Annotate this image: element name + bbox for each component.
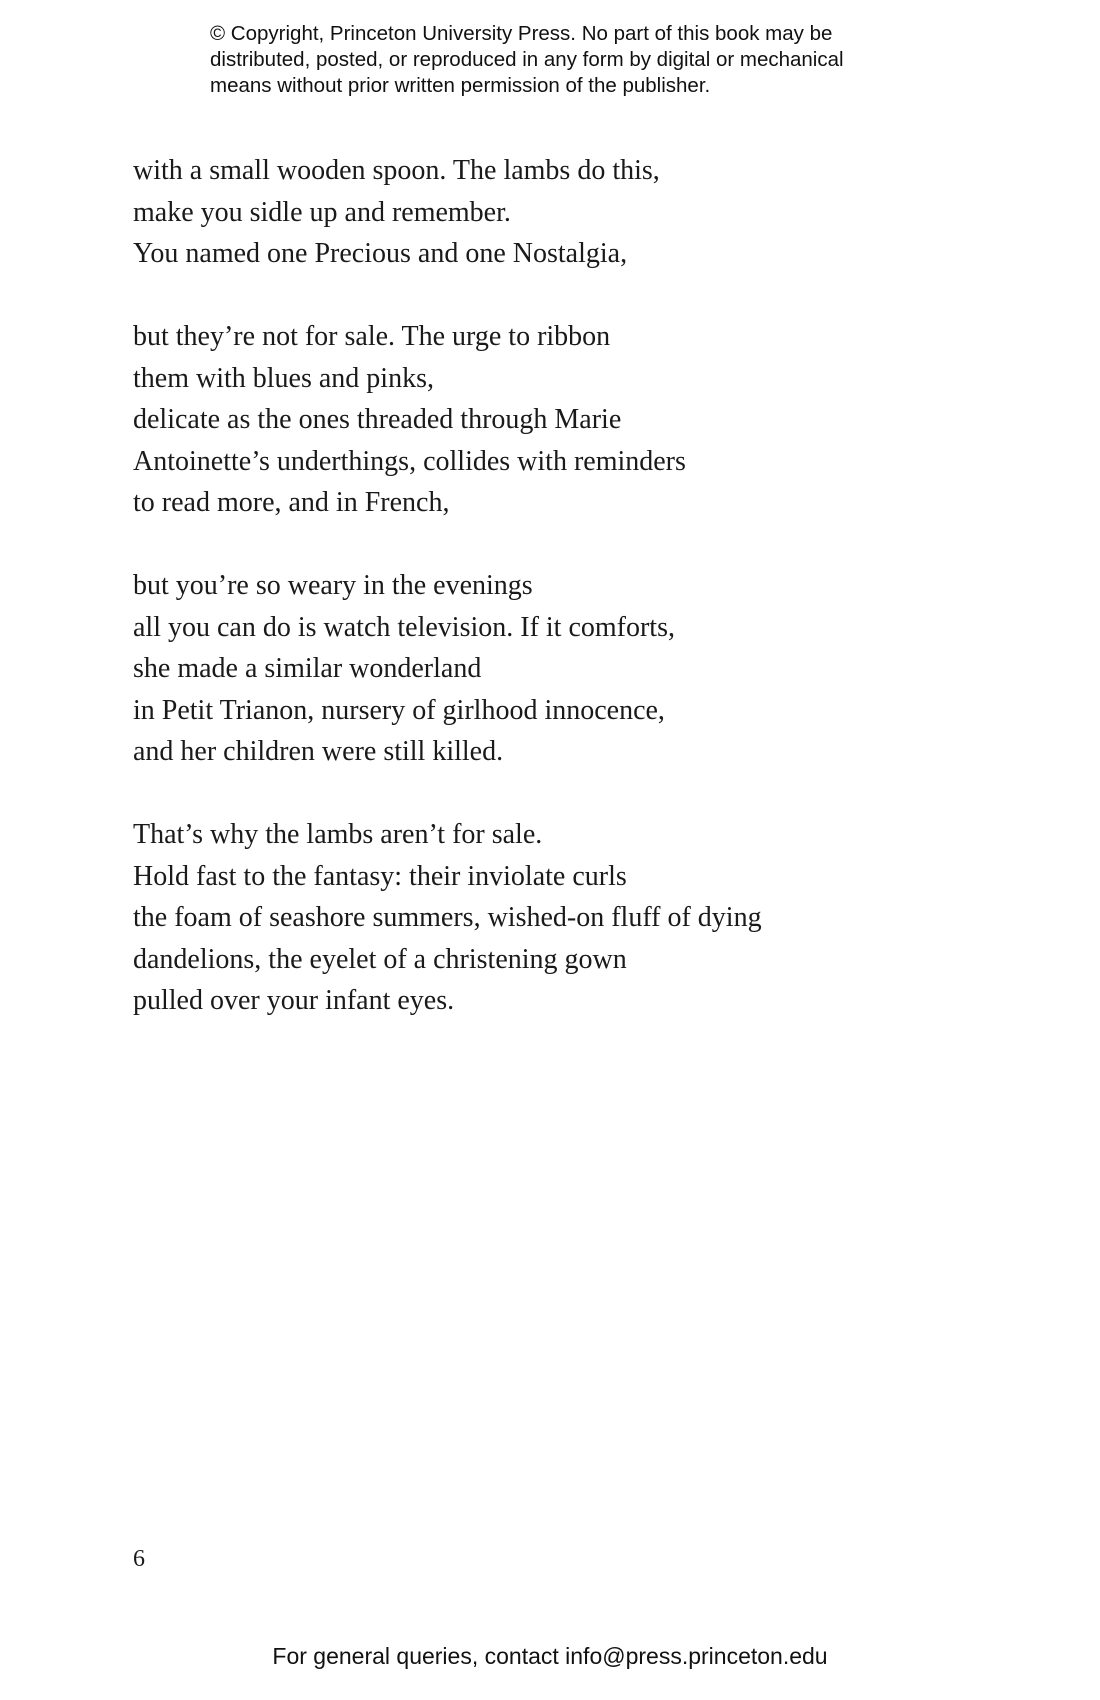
poem-line: pulled over your infant eyes.: [133, 985, 455, 1016]
poem-line: but they’re not for sale. The urge to ribbon: [133, 321, 611, 352]
poem-stanza: [133, 316, 953, 524]
poem-line: with a small wooden spoon. The lambs do this,: [133, 155, 660, 186]
poem-line: and her children were still killed.: [133, 736, 504, 767]
poem-line: but you’re so weary in the evenings: [133, 570, 533, 601]
copyright-line: © Copyright, Princeton University Press. No part of this book may be: [210, 22, 833, 45]
copyright-notice: [210, 21, 930, 99]
copyright-line: means without prior written permission of the publisher.: [210, 74, 711, 97]
copyright-line: distributed, posted, or reproduced in any form by digital or mechanical: [210, 48, 844, 71]
poem-line: Antoinette’s underthings, collides with reminders: [133, 445, 686, 477]
poem-line: delicate as the ones threaded through Marie: [133, 404, 622, 435]
page-number: 6: [133, 1546, 145, 1572]
poem-line: You named one Precious and one Nostalgia,: [133, 238, 628, 269]
poem-line: all you can do is watch television. If it comforts,: [133, 611, 675, 643]
poem-stanza: [133, 150, 953, 275]
poem-stanza: [133, 565, 953, 773]
footer-contact: For general queries, contact info@press.princeton.edu: [272, 1643, 828, 1669]
poem-line: Hold fast to the fantasy: their inviolate curls: [133, 860, 627, 892]
poem-line: dandelions, the eyelet of a christening gown: [133, 943, 627, 975]
poem-line: in Petit Trianon, nursery of girlhood innocence,: [133, 694, 665, 726]
poem-stanza: [133, 814, 953, 1022]
poem-line: them with blues and pinks,: [133, 362, 434, 394]
poem-line: to read more, and in French,: [133, 487, 450, 518]
poem-line: she made a similar wonderland: [133, 653, 482, 684]
poem-line: make you sidle up and remember.: [133, 196, 511, 228]
poem-line: the foam of seashore summers, wished-on fluff of dying: [133, 902, 762, 933]
poem-line: That’s why the lambs aren’t for sale.: [133, 819, 543, 850]
poem-body: [133, 150, 953, 1022]
